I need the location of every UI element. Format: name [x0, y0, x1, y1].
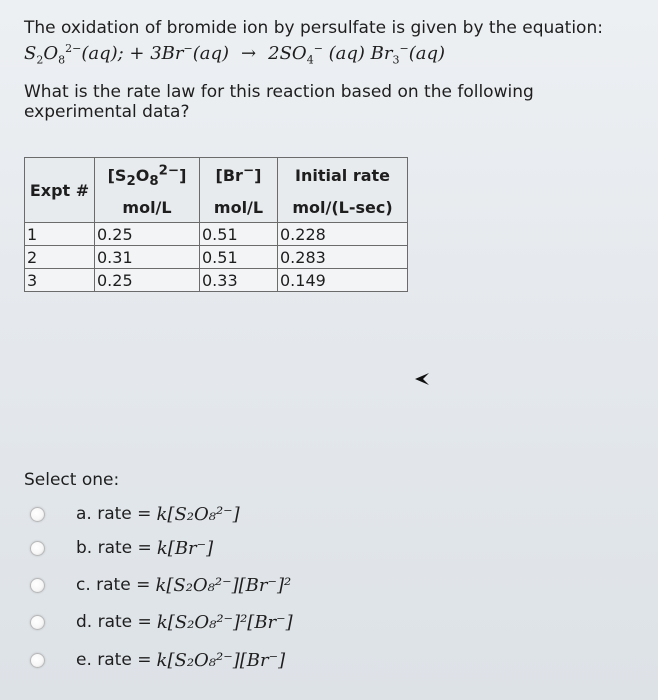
table-row: 2 0.31 0.51 0.283	[25, 246, 408, 269]
header-s2o8-unit: mol/L	[95, 192, 200, 223]
option-b[interactable]: b. rate = k [Br⁻]	[30, 536, 213, 560]
radio-option-c[interactable]	[30, 578, 45, 593]
radio-option-b[interactable]	[30, 541, 45, 556]
chemical-equation: $S_2O_8^{2-}(aq)$; + $3Br^-(aq) \to 2SO_4^-$ (aq) $Br_3^-(aq)$	[24, 42, 446, 67]
table-row: 3 0.25 0.33 0.149	[25, 269, 408, 292]
option-e[interactable]: e. rate = k [S₂O₈²⁻][Br⁻]	[30, 648, 285, 672]
question-line-4: experimental data?	[24, 102, 190, 122]
experimental-data-table	[24, 157, 408, 292]
table-row: 1 0.25 0.51 0.228	[25, 223, 408, 246]
header-br-unit: mol/L	[200, 192, 278, 223]
option-d[interactable]: d. rate = k [S₂O₈²⁻]²[Br⁻]	[30, 610, 293, 634]
question-line-1: The oxidation of bromide ion by persulfate is given by the equation:	[24, 18, 603, 38]
header-br: [Br−]	[200, 158, 278, 193]
option-a[interactable]: a. rate = k [S₂O₈²⁻]	[30, 502, 240, 526]
select-one-label: Select one:	[24, 470, 120, 490]
radio-option-e[interactable]	[30, 653, 45, 668]
header-rate: Initial rate	[278, 158, 408, 193]
header-rate-unit: mol/(L-sec)	[278, 192, 408, 223]
mouse-pointer-icon	[414, 372, 430, 386]
header-s2o8: $[S_2O_8^{2-}]$	[95, 158, 200, 193]
radio-option-d[interactable]	[30, 615, 45, 630]
question-line-3: What is the rate law for this reaction based on the following	[24, 82, 534, 102]
header-expt: Expt #	[25, 158, 95, 223]
option-c[interactable]: c. rate = k [S₂O₈²⁻][Br⁻]²	[30, 573, 291, 597]
radio-option-a[interactable]	[30, 507, 45, 522]
arrow-icon: →	[241, 43, 257, 64]
